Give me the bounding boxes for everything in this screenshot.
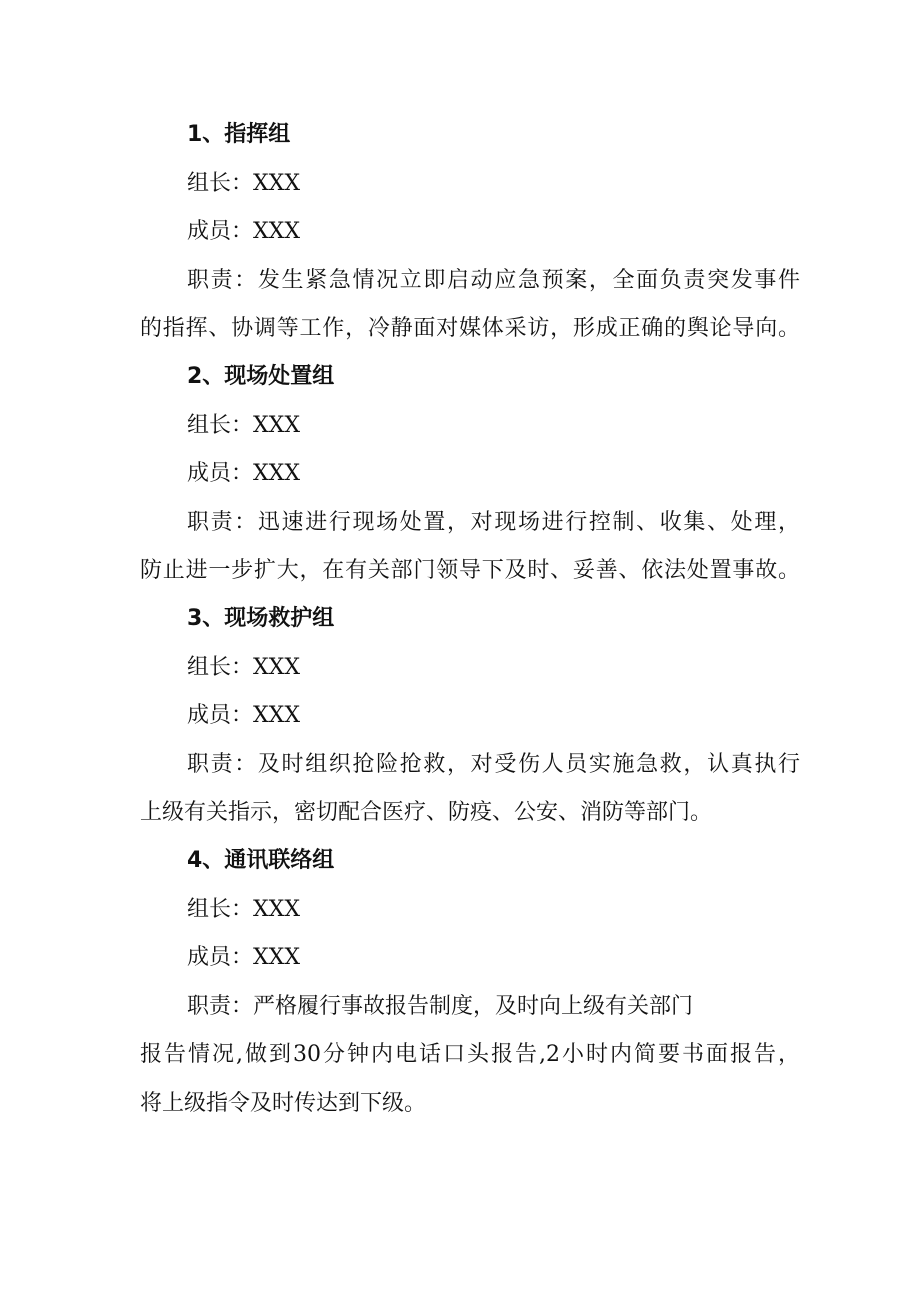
- section-duty-communication-line1: 职责：严格履行事故报告制度，及时向上级有关部门: [187, 994, 694, 1019]
- section-duty-communication-line2: 报告情况,做到30分钟内电话口头报告,2小时内简要书面报告，: [140, 1042, 800, 1067]
- section-heading-command: 1、指挥组: [187, 122, 291, 147]
- section-members-onsite-handling: 成员：XXX: [187, 461, 300, 486]
- section-leader-onsite-handling: 组长：XXX: [187, 413, 300, 438]
- section-members-command: 成员：XXX: [187, 219, 300, 244]
- section-heading-onsite-rescue: 3、现场救护组: [187, 606, 335, 631]
- section-duty-command-line1: 职责：发生紧急情况立即启动应急预案，全面负责突发事件: [187, 268, 800, 293]
- section-leader-communication: 组长：XXX: [187, 897, 300, 922]
- section-leader-command: 组长：XXX: [187, 171, 300, 196]
- section-duty-onsite-rescue-line2: 上级有关指示，密切配合医疗、防疫、公安、消防等部门。: [140, 800, 713, 825]
- section-duty-onsite-handling-line2: 防止进一步扩大，在有关部门领导下及时、妥善、依法处置事故。: [140, 558, 800, 583]
- section-members-communication: 成员：XXX: [187, 945, 300, 970]
- section-heading-communication: 4、通讯联络组: [187, 848, 335, 873]
- section-heading-onsite-handling: 2、现场处置组: [187, 364, 335, 389]
- section-duty-communication-line3: 将上级指令及时传达到下级。: [140, 1091, 427, 1116]
- section-duty-command-line2: 的指挥、协调等工作，冷静面对媒体采访，形成正确的舆论导向。: [140, 316, 800, 341]
- section-leader-onsite-rescue: 组长：XXX: [187, 655, 300, 680]
- section-duty-onsite-handling-line1: 职责：迅速进行现场处置，对现场进行控制、收集、处理，: [187, 510, 800, 535]
- section-duty-onsite-rescue-line1: 职责：及时组织抢险抢救，对受伤人员实施急救，认真执行: [187, 752, 800, 777]
- section-members-onsite-rescue: 成员：XXX: [187, 703, 300, 728]
